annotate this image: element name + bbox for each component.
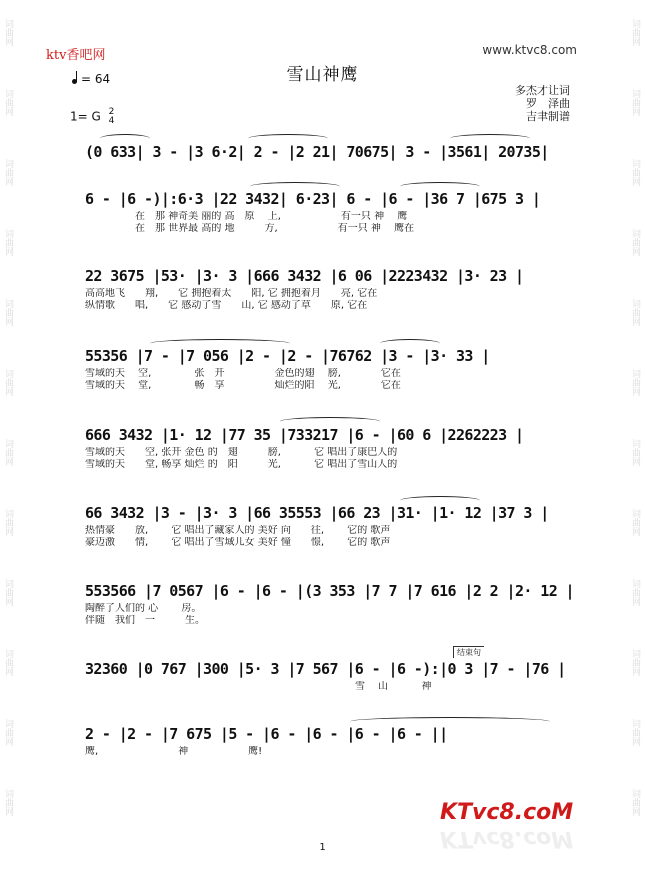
site-logo: KTvc8.coM [440,800,574,825]
lyric-verse-1: 雪域的天 空, 张开 金色 的 翅 膀, 它 唱出了康巴人的 [85,447,398,458]
page-number: 1 [319,842,326,853]
watermark-left: 词曲网 词曲网 词曲网 词曲网 词曲网 词曲网 词曲网 词曲网 词曲网 词曲网 词曲网 词曲网 [3,18,13,816]
lyric-verse-2: 雪域的天 堂, 畅 享 灿烂的阳 光, 它在 [85,380,401,391]
lyric-verse-1: 鹰, 神 鹰! [85,746,263,757]
score-system [85,501,580,549]
lyric-verse-1: 雪域的天 空, 张 开 金色的翅 膀, 它在 [85,368,401,379]
slur-arc [248,134,328,143]
notes-line: 32360 |0 767 |300 |5· 3 |7 567 |6 - |6 -):|0 3 |7 - |76 | [85,660,566,678]
score-system [85,423,580,471]
lyric-verse-1: 热情豪 放, 它 唱出了藏家人的 美好 向 往, 它的 歌声 [85,525,391,536]
site-logo-reflection: KTvc8.coM [440,826,574,851]
lyric-verse-2: 伴随 我们 一 生。 [85,615,205,626]
notes-line: 2 - |2 - |7 675 |5 - |6 - |6 - |6 - |6 - || [85,725,448,743]
slur-arc [150,339,290,348]
slur-arc [400,182,480,191]
lyric-verse-2: 纵情歌 唱, 它 感动了雪 山, 它 感动了草 原, 它在 [85,300,368,311]
brand-label: ktv香吧网 [46,48,106,63]
ending-label: 结束句 [453,646,484,658]
slur-arc [400,496,480,505]
notes-line: (0 633| 3 - |3 6·2| 2 - |2 21| 70675| 3 - |3561| 20735| [85,143,549,161]
slur-arc [350,717,550,726]
lyric-verse-2: 在 那 世界最 高的 地 方, 有一只 神 鹰在 [85,223,415,234]
lyricist-credit: 多杰才让词 [515,84,570,97]
lyric-verse-1: 高高地飞 翔, 它 拥抱着太 阳, 它 拥抱着月 亮, 它在 [85,288,378,299]
notes-line: 22 3675 |53· |3· 3 |666 3432 |6 06 |2223432 |3· 23 | [85,267,524,285]
slur-arc [380,339,440,348]
notes-line: 666 3432 |1· 12 |77 35 |733217 |6 - |60 6 |2262223 | [85,426,524,444]
lyric-verse-1: 在 那 神奇美 丽的 高 原 上, 有一只 神 鹰 [85,211,408,222]
time-signature [109,108,115,126]
slur-arc [450,134,530,143]
key-label: 1= G [70,109,101,124]
meter-bottom: 4 [108,116,115,126]
score-system [85,657,580,693]
notes-line: 6 - |6 -)|:6·3 |22 3432| 6·23| 6 - |6 - |36 7 |675 3 | [85,190,541,208]
score-system [85,187,580,235]
notes-line: 55356 |7 - |7 056 |2 - |2 - |76762 |3 - |3· 33 | [85,347,490,365]
score-system [85,344,580,392]
lyric-verse-1: 陶醉了人们的 心 房。 [85,603,202,614]
lyric-verse-2: 豪迈激 情, 它 唱出了雪域儿女 美好 憧 憬, 它的 歌声 [85,537,391,548]
slur-arc [250,182,340,191]
notes-line: 553566 |7 0567 |6 - |6 - |(3 353 |7 7 |7 616 |2 2 |2· 12 | [85,582,574,600]
lyric-verse-2: 雪域的天 堂, 畅享 灿烂 的 阳 光, 它 唱出了雪山人的 [85,459,398,470]
composer-credit: 罗 泽曲 [526,97,570,110]
transcriber-credit: 吉聿制谱 [526,110,570,123]
score-system [85,579,580,627]
score-system [85,722,580,758]
key-signature [70,108,114,126]
credits [515,84,570,123]
watermark-right: 词曲网 词曲网 词曲网 词曲网 词曲网 词曲网 词曲网 词曲网 词曲网 词曲网 词曲网 词曲网 [630,18,640,816]
meter-top: 2 [108,107,115,117]
score-system [85,264,580,312]
tempo-mark [72,72,110,86]
lyric-verse-1: 雪 山 神 [85,681,432,692]
notes-line: 66 3432 |3 - |3· 3 |66 35553 |66 23 |31· |1· 12 |37 3 | [85,504,549,522]
page-title: 雪山神鹰 [286,65,359,85]
site-url: www.ktvc8.com [482,43,577,57]
slur-arc [100,134,150,143]
score-system [85,140,580,164]
quarter-note-icon [72,79,77,84]
tempo-value: = 64 [81,72,111,86]
slur-arc [280,417,380,426]
